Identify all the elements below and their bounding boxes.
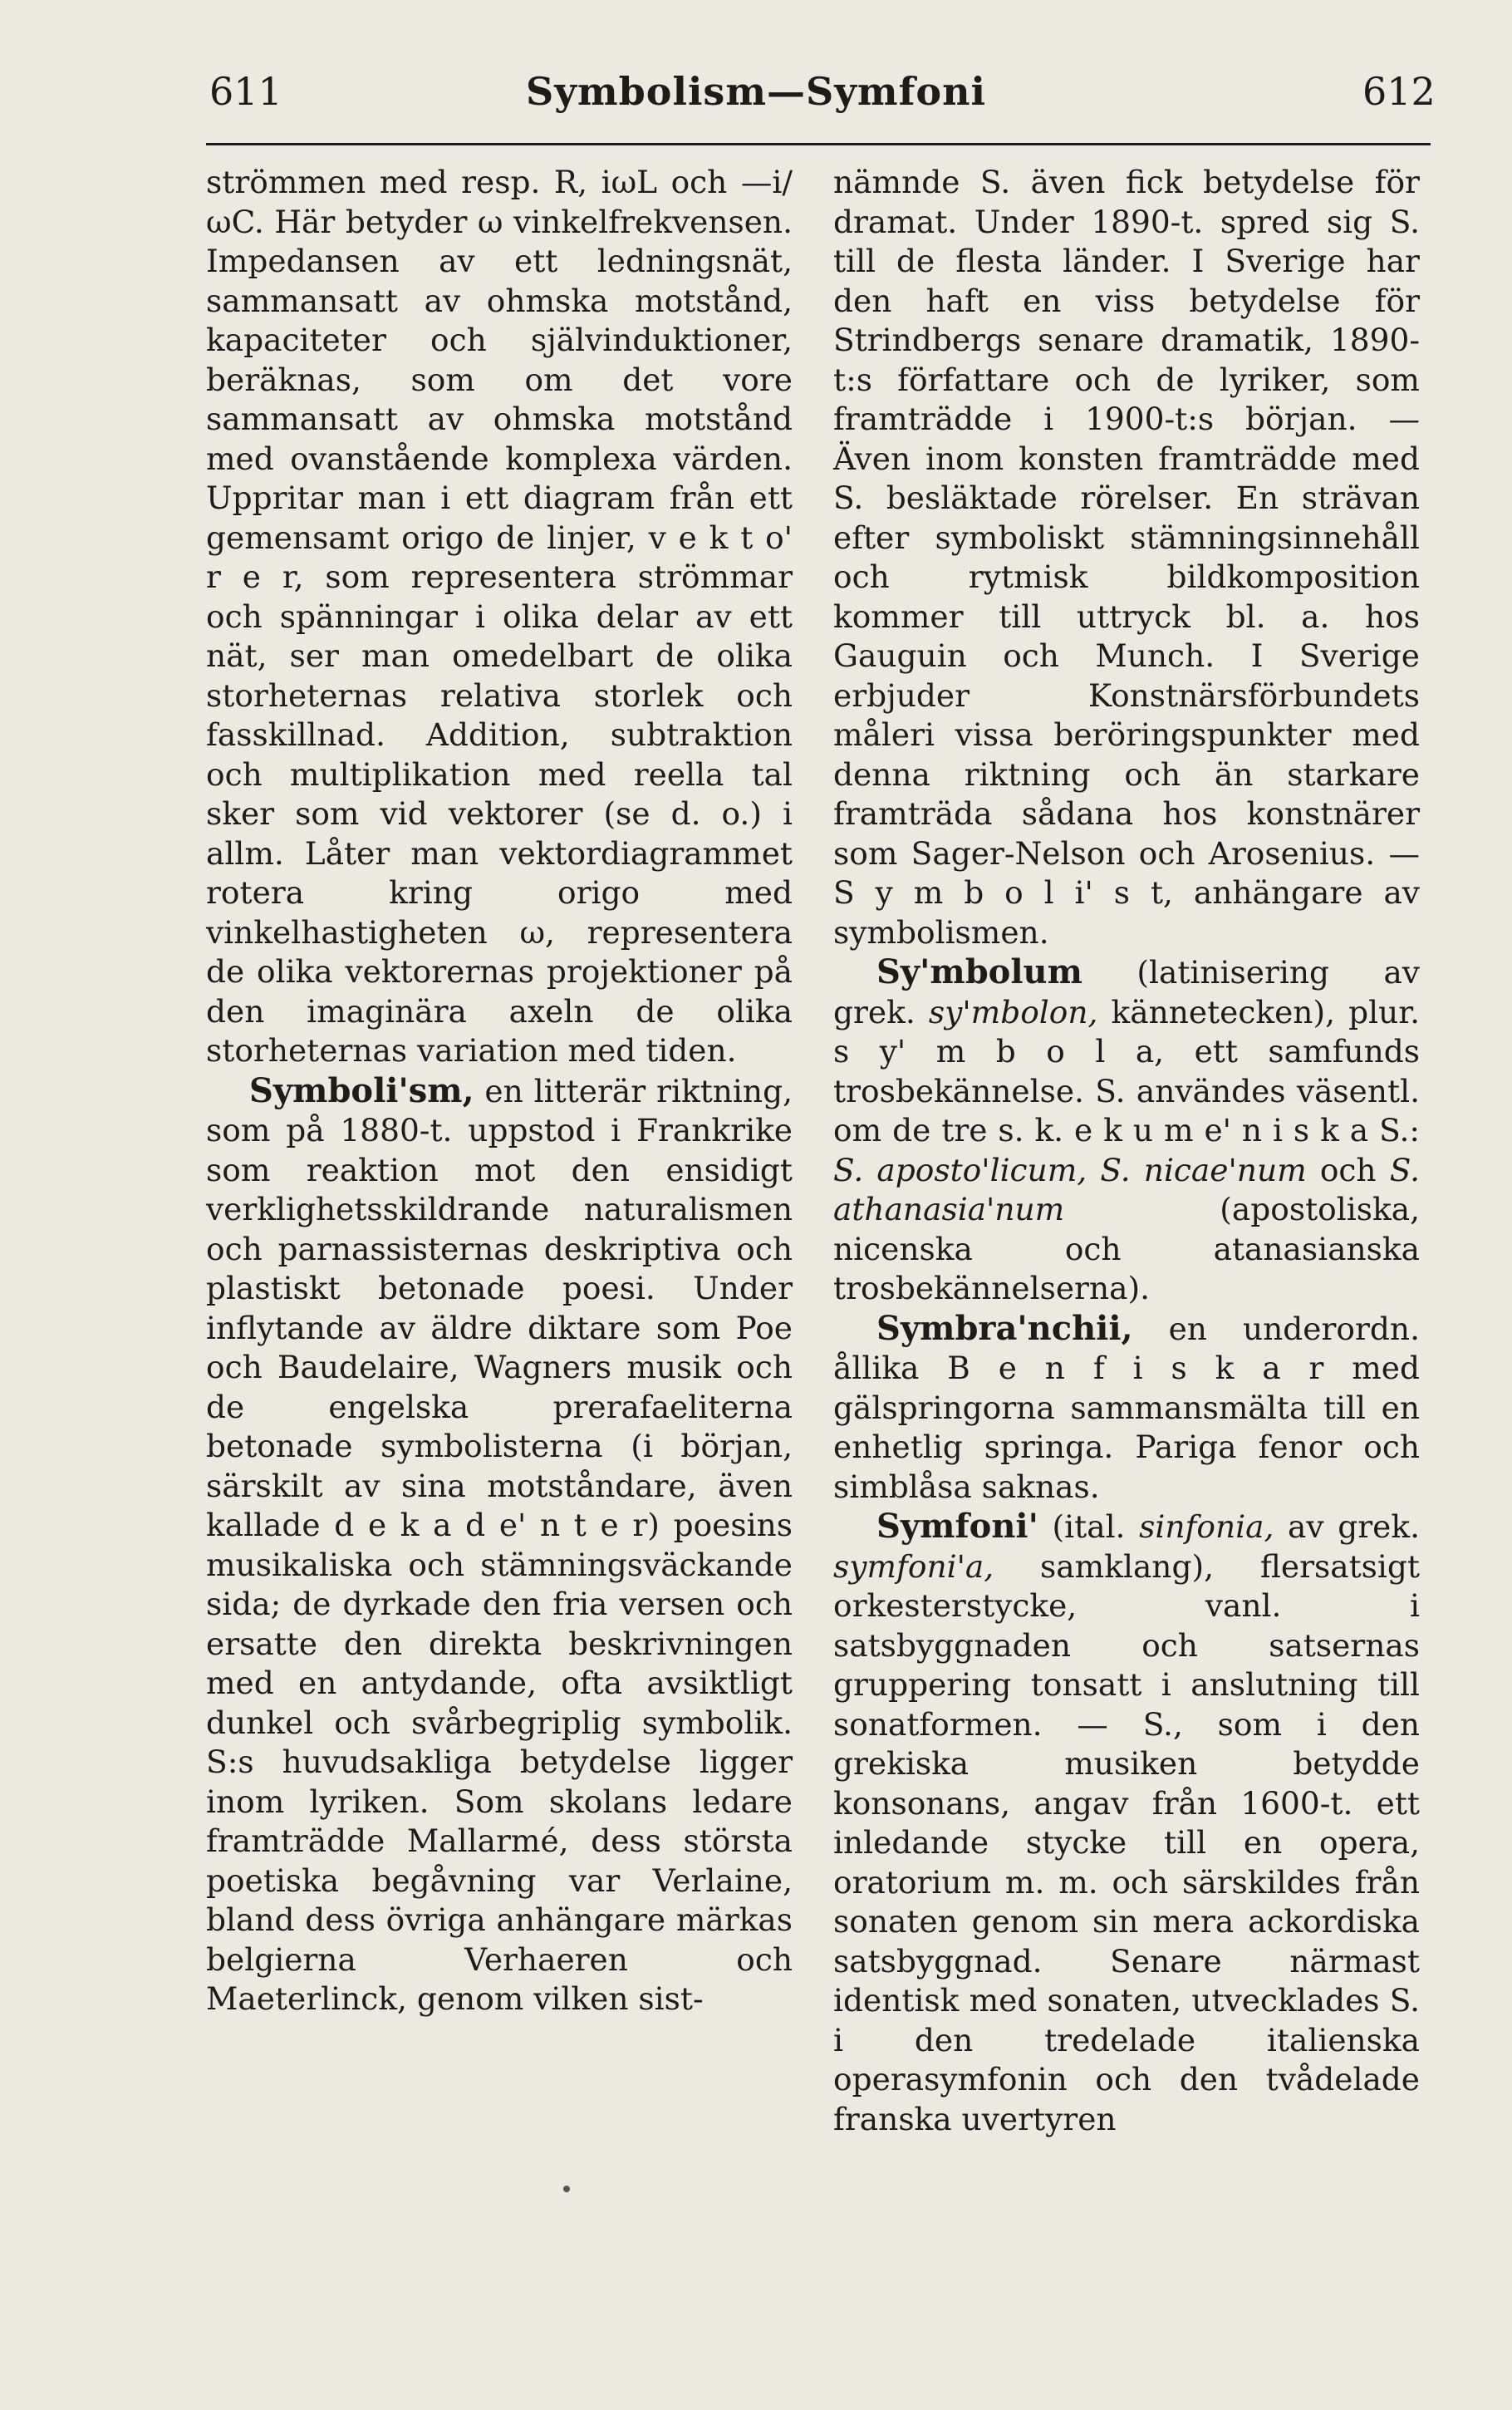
entry-text: (ital.	[1038, 1508, 1140, 1545]
page-number-left: 611	[209, 69, 282, 114]
entry-text: (latinisering av grek.	[833, 954, 1420, 1030]
entry-text: av grek.	[1274, 1508, 1420, 1545]
entry-italic: symfoni'a,	[833, 1547, 994, 1585]
entry-symbolum	[833, 952, 1420, 1309]
entry-text: kännetecken), plur. s y' m b o l a, ett samfunds trosbekännelse. S. användes väsentl. om de tre s. k. e k u m e' n i s k a S.:	[833, 993, 1420, 1148]
page-number-right: 612	[1362, 69, 1436, 114]
paragraph-text: nämnde S. även fick betydelse för dramat. Under 1890-t. spred sig S. till de flesta länder. I Sverige har den haft en viss betydelse för Strindbergs senare dramatik, 1890-t:s författare och de lyriker, som framträdde i 1900-t:s början. — Även inom konsten framträdde med S. besläktade rörelser. En strävan efter symboliskt stämningsinnehåll och rytmisk bildkomposition kommer till uttryck bl. a. hos Gauguin och Munch. I Sverige erbjuder Konstnärsförbundets måleri vissa beröringspunkter med denna riktning och än starkare framträda sådana hos konstnärer som Sager-Nelson och Arosenius. — S y m b o l i' s t, anhängare av symbolismen.	[833, 164, 1420, 951]
paragraph-impedance-continuation	[206, 163, 793, 1071]
entry-italic: S. aposto'licum, S. nicae'num	[833, 1151, 1307, 1188]
entry-text: (apostoliska, nicenska och atanasianska trosbekännelserna).	[833, 1191, 1420, 1306]
running-title: Symbolism—Symfoni	[526, 69, 986, 114]
entry-headword: Symboli'sm,	[249, 1070, 474, 1110]
entry-text: och	[1306, 1151, 1390, 1188]
entry-headword: Symbra'nchii,	[876, 1308, 1133, 1348]
entry-symbolism	[206, 1071, 793, 2019]
entry-italic: S. athanasia'num	[833, 1151, 1420, 1227]
entry-italic: sinfonia,	[1139, 1508, 1274, 1545]
entry-symfoni	[833, 1507, 1420, 2139]
entry-headword: Sy'mbolum	[876, 952, 1082, 991]
left-column	[206, 163, 793, 2019]
right-column	[833, 163, 1420, 2139]
entry-text: en underordn. ållika B e n f i s k a r med gälspringorna sammansmälta till en enhetlig springa. Pariga fenor och simblåsa saknas.	[833, 1310, 1420, 1505]
entry-text: samklang), flersatsigt orkesterstycke, vanl. i satsbyggnaden och satsernas gruppering tonsatt i anslutning till sonatformen. — S., som i den grekiska musiken betydde konsonans, angav från 1600-t. ett inledande stycke till en opera, oratorium m. m. och särskildes från sonaten genom sin mera ackordiska satsbyggnad. Senare närmast identisk med sonaten, utvecklades S. i den tredelade italienska operasymfonin och den tvådelade franska uvertyren	[833, 1547, 1420, 2137]
paragraph-text: strömmen med resp. R, iωL och —i/ωC. Här betyder ω vinkelfrekvensen. Impedansen av ett ledningsnät, sammansatt av ohmska motstånd, kapaciteter och självinduktioner, beräknas, som om det vore sammansatt av ohmska motstånd med ovanstående komplexa värden. Uppritar man i ett diagram från ett gemensamt origo de linjer, v e k t o' r e r, som representera strömmar och spänningar i olika delar av ett nät, ser man omedelbart de olika storheternas relativa storlek och fasskillnad. Addition, subtraktion och multiplikation med reella tal sker som vid vektorer (se d. o.) i allm. Låter man vektordiagrammet rotera kring origo med vinkelhastigheten ω, representera de olika vektorernas projektioner på den imaginära axeln de olika storheternas variation med tiden.	[206, 164, 793, 1069]
entry-symbranchii	[833, 1309, 1420, 1507]
entry-italic: sy'mbolon,	[928, 993, 1098, 1030]
entry-text: en litterär riktning, som på 1880-t. uppstod i Frankrike som reaktion mot den ensidigt verklighetsskildrande naturalismen och parnassisternas deskriptiva och plastiskt betonade poesi. Under inflytande av äldre diktare som Poe och Baudelaire, Wagners musik och de engelska prerafaeliterna betonade symbolisterna (i början, särskilt av sina motståndare, även kallade d e k a d e' n t e r) poesins musikaliska och stämningsväckande sida; de dyrkade den fria versen och ersatte den direkta beskrivningen med en antydande, ofta avsiktligt dunkel och svårbegriplig symbolik. S:s huvudsakliga betydelse ligger inom lyriken. Som skolans ledare framträdde Mallarmé, dess största poetiska begåvning var Verlaine, bland dess övriga anhängare märkas belgierna Verhaeren och Maeterlinck, genom vilken sist-	[206, 1072, 793, 2017]
print-speck	[563, 2186, 570, 2192]
entry-symbolism-continuation	[833, 163, 1420, 952]
header-rule	[206, 143, 1431, 145]
entry-headword: Symfoni'	[876, 1507, 1038, 1546]
